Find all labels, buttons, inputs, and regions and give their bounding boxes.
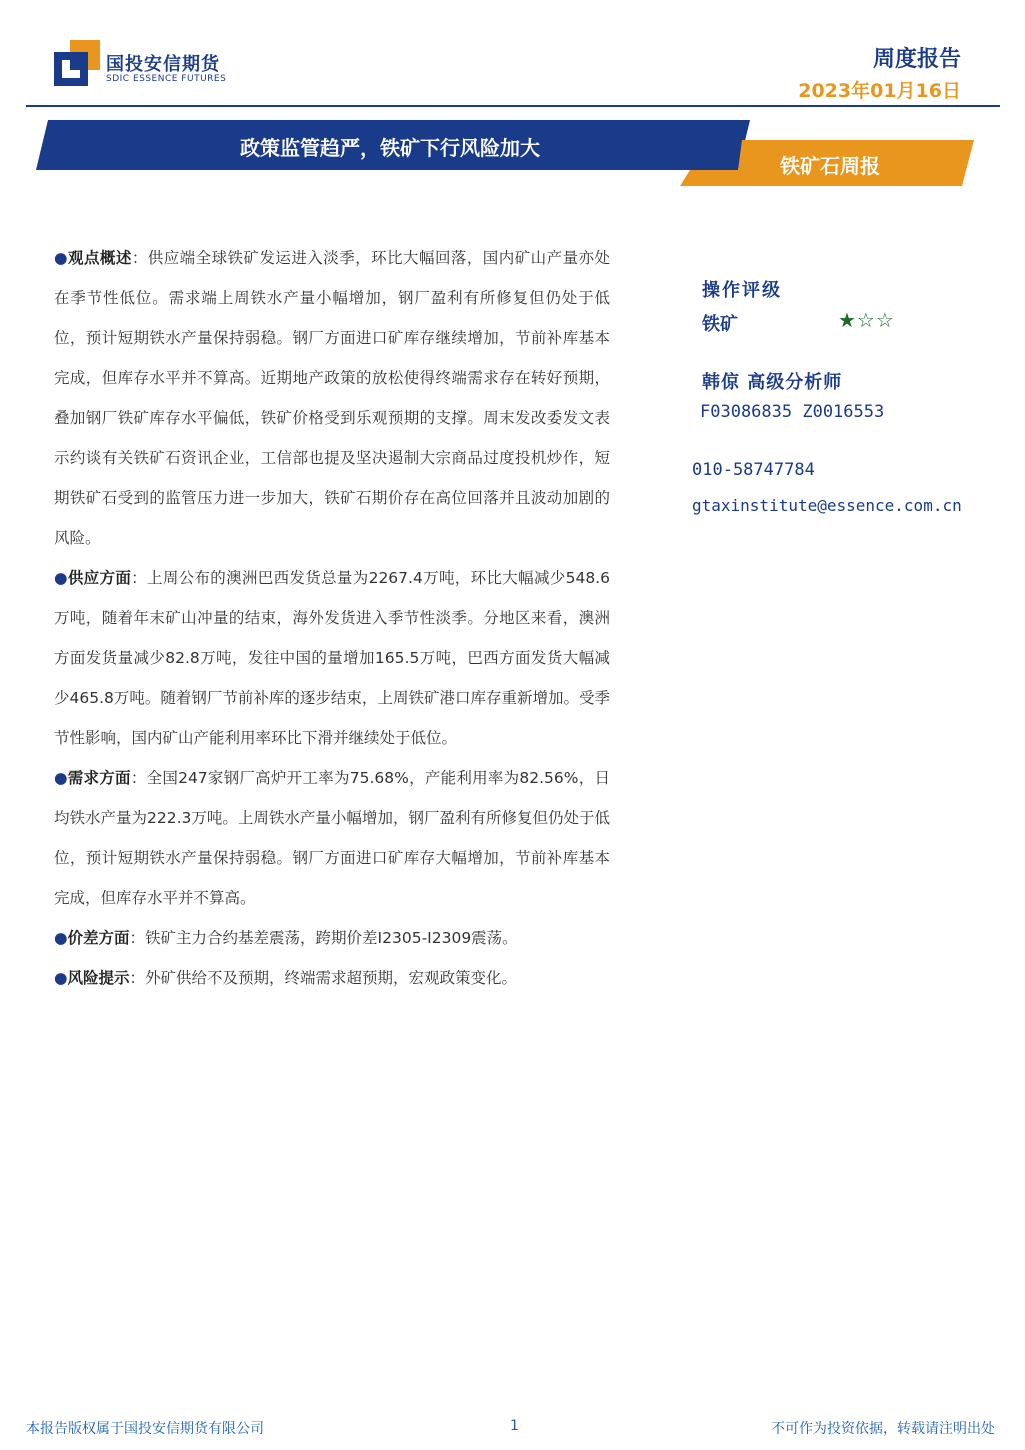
main-content (54, 238, 610, 998)
section-lead: 观点概述 (67, 249, 132, 267)
bullet-icon: ● (54, 929, 68, 947)
logo-en-text: SDIC ESSENCE FUTURES (106, 74, 227, 84)
section-lead: 供应方面 (67, 569, 132, 587)
section-text: ：全国247家钢厂高炉开工率为75.68%，产能利用率为82.56%，日均铁水产量为222.3万吨。上周铁水产量小幅增加，钢厂盈利有所修复但仍处于低位，预计短期铁水产量保持弱稳。钢厂方面进口矿库存大幅增加，节前补库基本完成，但库存水平并不算高。 (54, 769, 610, 907)
report-category-tag: 铁矿石周报 (780, 154, 880, 178)
section-spread (54, 918, 610, 958)
section-lead: 风险提示 (67, 969, 130, 987)
bullet-icon: ● (54, 769, 68, 787)
section-text: ：铁矿主力合约基差震荡，跨期价差I2305-I2309震荡。 (129, 929, 518, 947)
title-banner (0, 120, 1025, 190)
analyst-licenses: F03086835 Z0016553 (700, 402, 885, 422)
contact-email[interactable]: gtaxinstitute@essence.com.cn (692, 496, 962, 515)
section-lead: 价差方面 (67, 929, 130, 947)
footer-disclaimer: 不可作为投资依据，转载请注明出处 (771, 1421, 995, 1437)
analyst-name: 韩倞 高级分析师 (702, 372, 843, 393)
rating-item: 铁矿 (702, 314, 738, 335)
section-text: ：供应端全球铁矿发运进入淡季，环比大幅回落，国内矿山产量亦处在季节性低位。需求端上周铁水产量小幅增加，钢厂盈利有所修复但仍处于低位，预计短期铁水产量保持弱稳。钢厂方面进口矿库存继续增加，节前补库基本完成，但库存水平并不算高。近期地产政策的放松使得终端需求存在转好预期，叠加钢厂铁矿库存水平偏低，铁矿价格受到乐观预期的支撑。周末发改委发文表示约谈有关铁矿石资讯企业，工信部也提及坚决遏制大宗商品过度投机炒作，短期铁矿石受到的监管压力进一步加大，铁矿石期价存在高位回落并且波动加剧的风险。 (54, 249, 610, 547)
section-lead: 需求方面 (67, 769, 131, 787)
report-title: 政策监管趋严，铁矿下行风险加大 (240, 136, 540, 160)
section-text: ：上周公布的澳洲巴西发货总量为2267.4万吨，环比大幅减少548.6万吨，随着年末矿山冲量的结束，海外发货进入季节性淡季。分地区来看，澳洲方面发货量减少82.8万吨，发往中国的量增加165.5万吨，巴西方面发货大幅减少465.8万吨。随着钢厂节前补库的逐步结束，上周铁矿港口库存重新增加。受季节性影响，国内矿山产能利用率环比下滑并继续处于低位。 (54, 569, 610, 747)
section-text: ：外矿供给不及预期，终端需求超预期，宏观政策变化。 (129, 969, 518, 987)
page-number: 1 (510, 1418, 519, 1434)
logo-cn-text: 国投安信期货 (106, 54, 220, 75)
section-demand (54, 758, 610, 918)
header-divider (26, 105, 1000, 107)
footer-copyright: 本报告版权属于国投安信期货有限公司 (26, 1421, 264, 1437)
contact-phone: 010-58747784 (692, 460, 815, 480)
bullet-icon: ● (54, 249, 68, 267)
rating-stars-icon: ★☆☆ (838, 308, 895, 332)
section-overview (54, 238, 610, 558)
report-type: 周度报告 (872, 47, 961, 72)
section-supply (54, 558, 610, 758)
bullet-icon: ● (54, 569, 68, 587)
bullet-icon: ● (54, 969, 68, 987)
rating-title: 操作评级 (702, 280, 782, 301)
section-risk (54, 958, 610, 998)
logo-mark-icon (54, 40, 100, 86)
report-date: 2023年01月16日 (798, 80, 961, 102)
company-logo (54, 40, 244, 90)
